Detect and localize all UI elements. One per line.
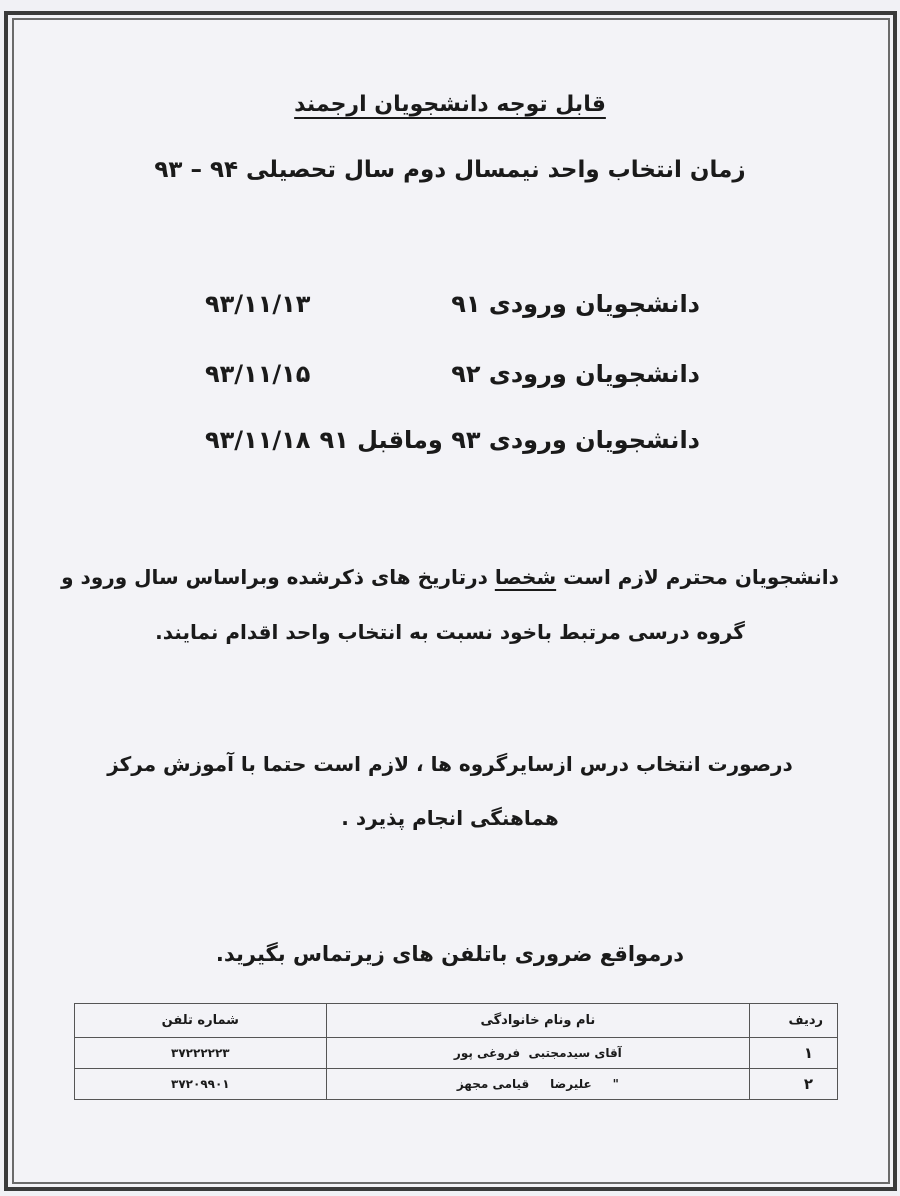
cell-phone: ۳۷۲۰۹۹۰۱ (75, 1069, 327, 1100)
cell-phone: ۳۷۲۲۲۲۲۳ (75, 1038, 327, 1069)
contacts-table (74, 1003, 838, 1100)
notice-1-line-1: دانشجویان محترم لازم است شخصا درتاریخ های ذکرشده وبراساس سال ورود و (61, 565, 839, 589)
announcement-subtitle: زمان انتخاب واحد نیمسال دوم سال تحصیلی ۹۴ – ۹۳ (154, 157, 746, 183)
schedule-row (0, 290, 900, 330)
schedule-row (0, 426, 900, 466)
emphasis-word: شخصا (494, 565, 557, 589)
schedule-date: ۹۳/۱۱/۱۳ (205, 290, 311, 318)
notice-2-line-2: هماهنگی انجام پذیرد . (341, 806, 559, 830)
notice-2-line-1: درصورت انتخاب درس ازسایرگروه ها ، لازم است حتما با آموزش مرکز (107, 752, 793, 776)
notice-1-line-2: گروه درسی مرتبط باخود نسبت به انتخاب واحد اقدام نمایند. (155, 620, 745, 644)
table-row (75, 1038, 838, 1069)
schedule-label: دانشجویان ورودی ۹۱ (451, 290, 700, 318)
cell-index: ۱ (750, 1038, 838, 1069)
header-phone: شماره تلفن (75, 1004, 327, 1038)
cell-name: آقای سیدمجتبی فروغی پور (326, 1038, 749, 1069)
schedule-date: ۹۳/۱۱/۱۵ (205, 360, 311, 388)
header-name: نام ونام خانوادگی (326, 1004, 749, 1038)
schedule-row (0, 360, 900, 400)
table-row (75, 1069, 838, 1100)
schedule-label: دانشجویان ورودی ۹۳ وماقبل ۹۱ (319, 426, 700, 454)
contact-heading: درمواقع ضروری باتلفن های زیرتماس بگیرید. (215, 942, 685, 966)
schedule-label: دانشجویان ورودی ۹۲ (451, 360, 700, 388)
announcement-title: قابل توجه دانشجویان ارجمند (294, 92, 606, 117)
schedule-date: ۹۳/۱۱/۱۸ (205, 426, 311, 454)
table-header-row (75, 1004, 838, 1038)
cell-index: ۲ (750, 1069, 838, 1100)
cell-name: " علیرضا قیامی مجهز (326, 1069, 749, 1100)
header-index: ردیف (750, 1004, 838, 1038)
